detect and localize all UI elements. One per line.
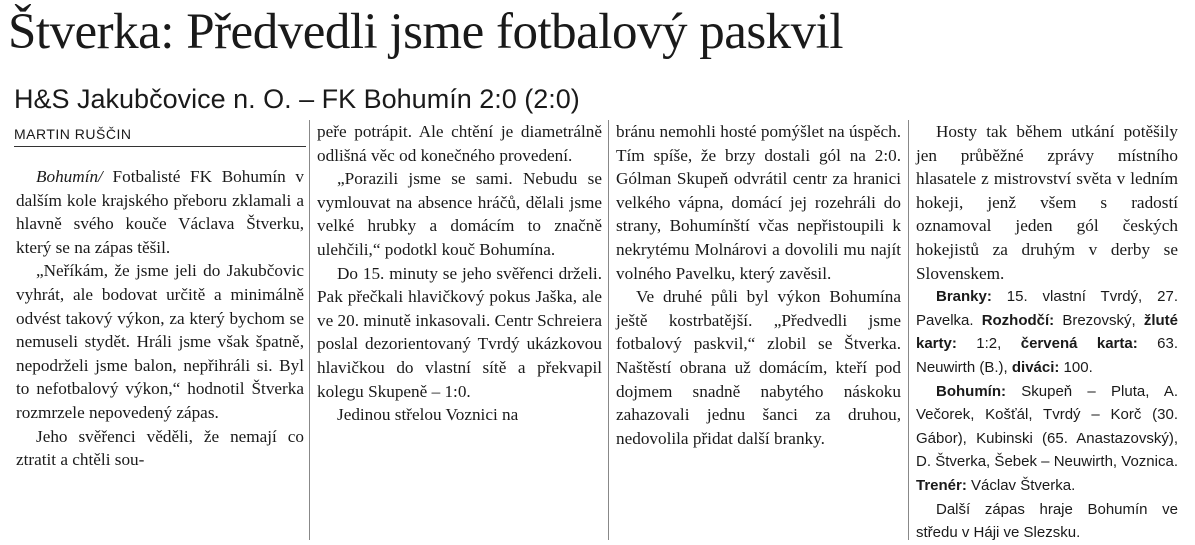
article-paragraph: Jeho svěřenci věděli, že nemají co ztratit a chtěli sou- bbox=[16, 426, 304, 470]
coach-value: Václav Štverka. bbox=[966, 476, 1076, 494]
referee-label: Rozhodčí: bbox=[981, 311, 1055, 329]
yellow-cards-label: žluté karty: bbox=[916, 311, 1179, 353]
column-divider bbox=[908, 120, 909, 540]
team-lineup: Skupeň – Pluta, A. Večorek, Košťál, Tvrdý – Korč (30. Gábor), Kubinski (65. Anastazovský), D. Štverka, Šebek – Neuwirth, Voznica. bbox=[916, 382, 1178, 471]
next-match: Další zápas hraje Bohumín ve středu v Háji ve Slezsku. bbox=[916, 500, 1178, 542]
coach-label: Trenér: bbox=[916, 476, 967, 494]
red-card-label: červená karta: bbox=[1020, 335, 1138, 353]
lineup bbox=[916, 380, 1178, 498]
spectators-value: 100. bbox=[1059, 358, 1093, 376]
author-byline: MARTIN RUŠČIN bbox=[14, 126, 132, 142]
match-stats bbox=[916, 285, 1178, 379]
goals-value: 15. vlastní Tvrdý, 27. Pavelka. bbox=[916, 288, 1178, 329]
article-paragraph bbox=[16, 165, 304, 259]
article-paragraph: Do 15. minuty se jeho svěřenci drželi. Pak přečkali hlavičkový pokus Jaška, ale ve 20. minutě inkasovali. Centr Schreiera poslal dezorientovaný Tvrdý ukázkovou hlavičkou do vlastní sítě a překvapil kolegu Skupeně – 1:0. bbox=[317, 263, 602, 401]
article-column-2 bbox=[317, 120, 602, 427]
match-result-subhead: H&S Jakubčovice n. O. – FK Bohumín 2:0 (2:0) bbox=[14, 84, 580, 114]
article-paragraph: „Neříkám, že jsme jeli do Jakubčovic vyhrát, ale bodovat určitě a minimálně odvést takový výkon, za který bychom se nemuseli stydět. Hráli jsme však špatně, nepodrželi jsme balon, nepřihráli si. Byl to nefotbalový výkon,“ hodnotil Štverka rozmrzele nepovedený zápas. bbox=[16, 261, 304, 422]
column-divider bbox=[608, 120, 609, 540]
article-column-4 bbox=[916, 120, 1178, 545]
article-paragraph: bránu nemohli hosté pomýšlet na úspěch. Tím spíše, že brzy dostali gól na 2:0. Gólman Skupeň odvrátil centr za hranici velkého vápna, domácí jej rozehráli do strany, Bohumínští včas nepřistoupili k nekrytému Molnárovi a dovolili mu najít volného Pavelku, který zavěsil. bbox=[616, 122, 901, 283]
spectators-label: diváci: bbox=[1011, 358, 1060, 376]
dateline: Bohumín/ bbox=[36, 167, 103, 186]
yellow-cards-value: 1:2, bbox=[956, 335, 1021, 353]
article-column-3 bbox=[616, 120, 901, 450]
article-paragraph: „Porazili jsme se sami. Nebudu se vymlouvat na absence hráčů, dělali jsme velké hrubky a domácím to značně ulehčili,“ podotkl kouč Bohumína. bbox=[317, 169, 602, 259]
article-column-1 bbox=[16, 165, 304, 472]
column-divider bbox=[309, 120, 310, 540]
article-paragraph: Ve druhé půli byl výkon Bohumína ještě kostrbatější. „Předvedli jsme fotbalový paskvil,“ zlobil se Štverka. Naštěstí obrana už domácím, kteří pod dojmem snadně nabytého náskoku zahazovali jednu šanci za druhou, nedovolila přidat další branky. bbox=[616, 287, 901, 448]
article-paragraph: Jedinou střelou Voznici na bbox=[337, 405, 519, 425]
team-label: Bohumín: bbox=[936, 382, 1006, 400]
red-card-value: 63. Neuwirth (B.), bbox=[916, 335, 1179, 376]
article-paragraph: peře potrápit. Ale chtění je diametrálně odlišná věc od konečného provedení. bbox=[317, 122, 602, 165]
headline: Štverka: Předvedli jsme fotbalový paskvil bbox=[8, 4, 844, 60]
goals-label: Branky: bbox=[936, 288, 992, 306]
byline-rule bbox=[14, 146, 306, 147]
article-paragraph: Hosty tak během utkání potěšily jen průběžné zprávy místního hlasatele z mistrovství světa v ledním hokeji, jenž všem s radostí oznamoval jeden gól českých hokejistů za druhým v derby se Slovenskem. bbox=[916, 122, 1178, 283]
referee-value: Brezovský, bbox=[1054, 311, 1144, 329]
paragraph-text: Fotbalisté FK Bohumín v dalším kole krajského přeboru zklamali a hlavně svého kouče Václava Štverku, který se na zápas těšil. bbox=[16, 167, 304, 257]
